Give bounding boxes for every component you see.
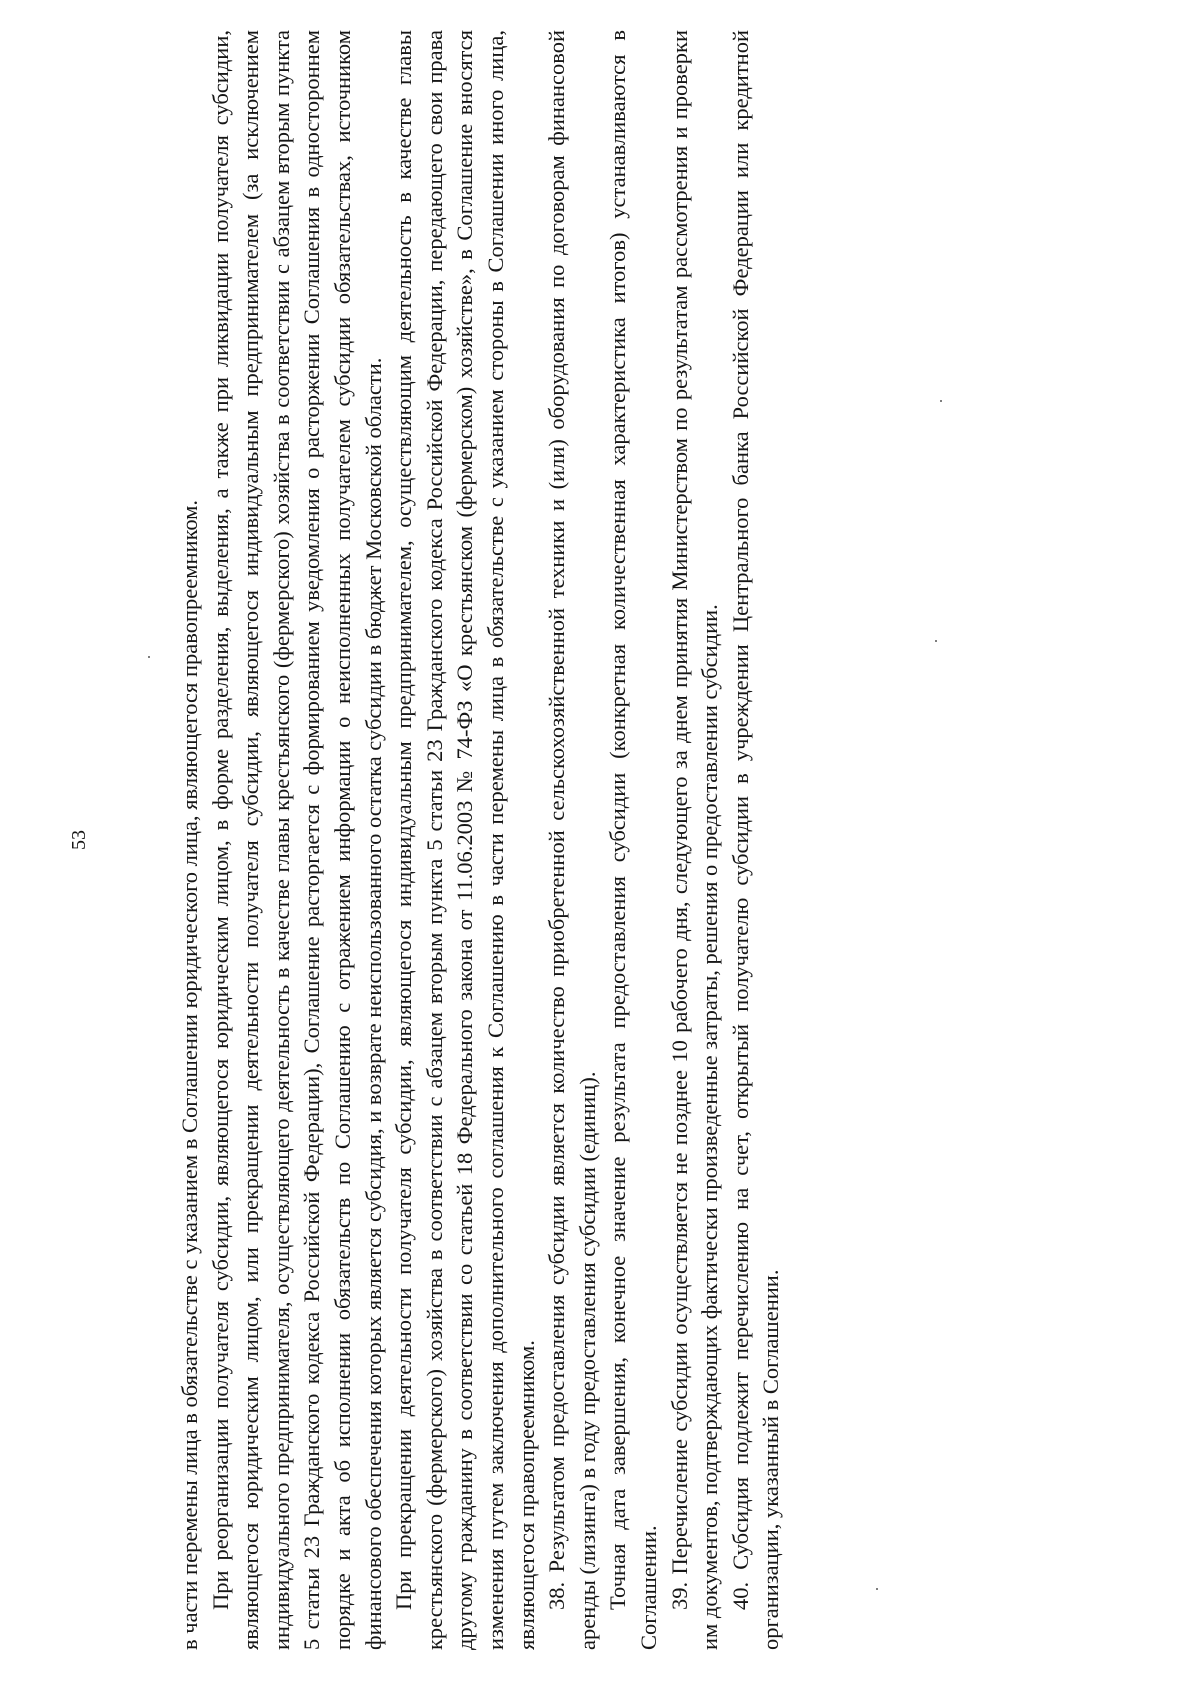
document-page <box>68 30 965 1650</box>
page-number: 53 <box>68 830 90 850</box>
paragraph-4: 38. Результатом предоставления субсидии является количество приобретенной сельскохозяйственной техники и (или) оборудования по договорам финансовой аренды (лизинга) в году предоставления субсидии (единиц). <box>544 30 600 1650</box>
scan-speck <box>935 640 937 642</box>
paragraph-5: Точная дата завершения, конечное значение результата предоставления субсидии (конкретная количественная характеристика итогов) устанавливаются в Соглашении. <box>605 30 661 1650</box>
paragraph-7: 40. Субсидия подлежит перечислению на счет, открытый получателю субсидии в учреждении Центрального банка Российской Федерации или кредитной организации, указанный в Соглашении. <box>727 30 784 1650</box>
scan-speck <box>876 1588 878 1590</box>
paragraph-2: При реорганизации получателя субсидии, являющегося юридическим лицом, в форме разделения, выделения, а также при ликвидации получателя субсидии, являющегося юридическим лицом, или прекращении деятельности получателя субсидии, являющегося индивидуальным предпринимателем (за исключением индивидуального предпринимателя, осуществляющего деятельность в качестве главы крестьянского (фермерского) хозяйства в соответствии с абзацем вторым пункта 5 статьи 23 Гражданского кодекса Российской Федерации), Соглашение расторгается с формированием уведомления о расторжении Соглашения в одностороннем порядке и акта об исполнении обязательств по Соглашению с отражением информации о неисполненных получателем субсидии обязательствах, источником финансового обеспечения которых является субсидия, и возврате неиспользованного остатка субсидии в бюджет Московской области. <box>207 30 386 1650</box>
scan-speck <box>148 656 150 658</box>
paragraph-1: в части перемены лица в обязательстве с указанием в Соглашении юридического лица, являющегося правопреемником. <box>177 499 202 1650</box>
document-body <box>175 30 787 1650</box>
paragraph-3: При прекращении деятельности получателя субсидии, являющегося индивидуальным предпринимателем, осуществляющим деятельность в качестве главы крестьянского (фермерского) хозяйства в соответствии с абзацем вторым пункта 5 статьи 23 Гражданского кодекса Российской Федерации, передающего свои права другому гражданину в соответствии со статьей 18 Федерального закона от 11.06.2003 № 74-ФЗ «О крестьянском (фермерском) хозяйстве», в Соглашение вносятся изменения путем заключения дополнительного соглашения к Соглашению в части перемены лица в обязательстве с указанием стороны в Соглашении иного лица, являющегося правопреемником. <box>391 30 539 1650</box>
scan-speck <box>940 400 942 402</box>
paragraph-6: 39. Перечисление субсидии осуществляется не позднее 10 рабочего дня, следующего за днем принятия Министерством по результатам рассмотрения и проверки им документов, подтверждающих фактически произведенные затраты, решения о предоставлении субсидии. <box>666 30 723 1650</box>
